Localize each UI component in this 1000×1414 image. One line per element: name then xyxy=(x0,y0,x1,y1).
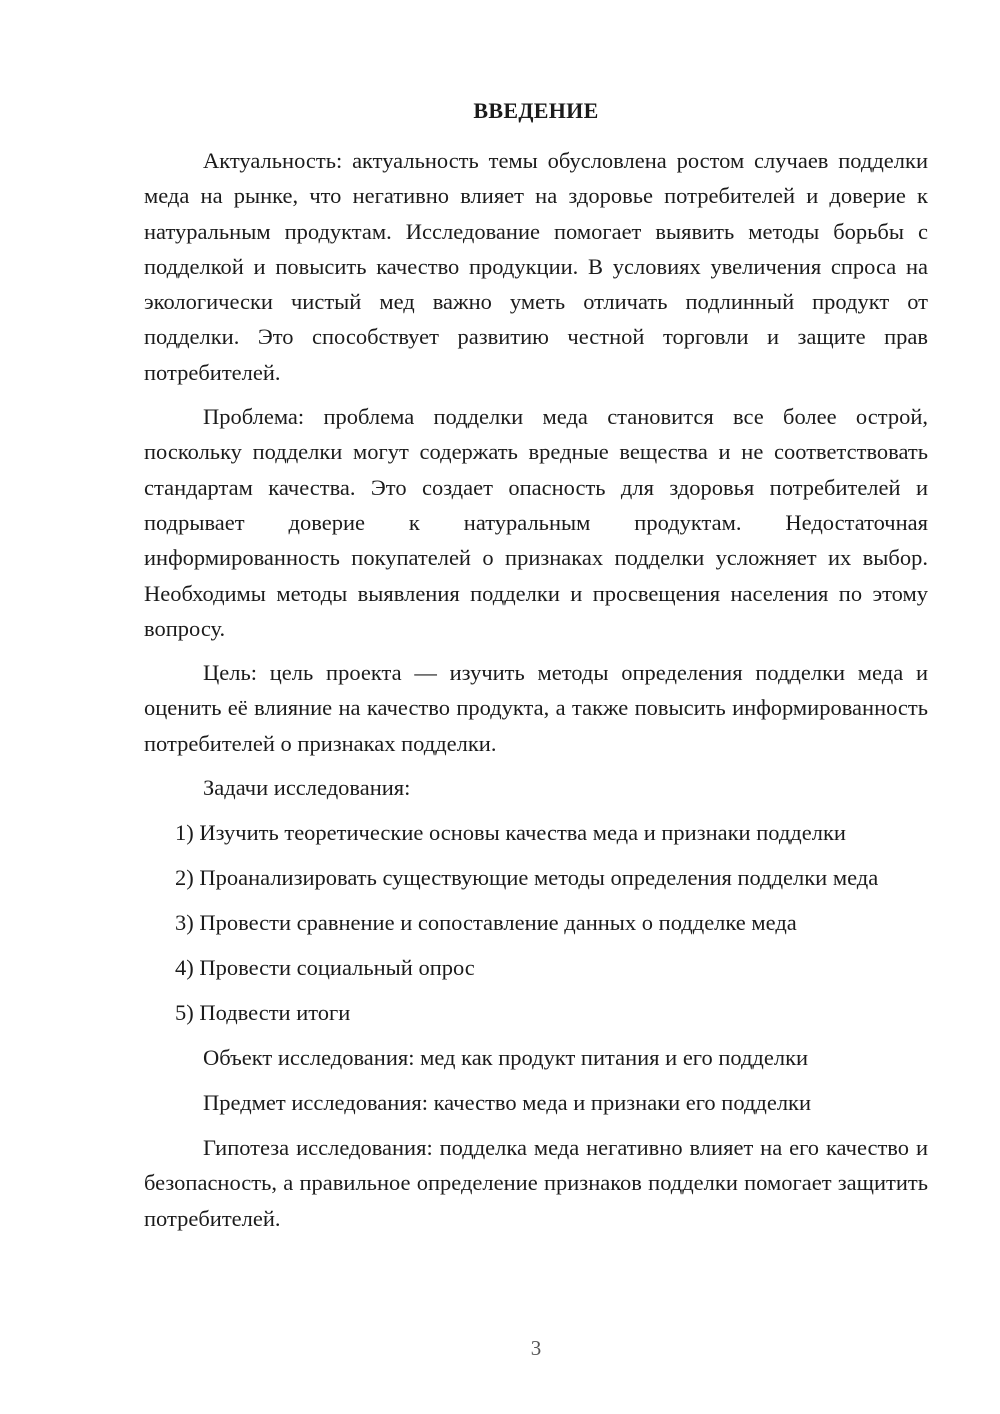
task-item-3: 3) Провести сравнение и сопоставление данных о подделке меда xyxy=(175,910,797,936)
hypothesis-paragraph: Гипотеза исследования: подделка меда негативно влияет на его качество и безопасность, а правильное определение признаков подделки помогает защитить потребителей. xyxy=(144,1135,928,1231)
problem-paragraph: Проблема: проблема подделки меда становится все более острой, поскольку подделки могут содержать вредные вещества и не соответствовать стандартам качества. Это создает опасность для здоровья потребителей и подрывает доверие к натуральным продуктам. Недостаточная информированность покупателей о признаках подделки усложняет их выбор. Необходимы методы выявления подделки и просвещения населения по этому вопросу. xyxy=(144,404,928,641)
task-item-2: 2) Проанализировать существующие методы определения подделки меда xyxy=(175,865,879,891)
page-number: 3 xyxy=(530,1336,542,1360)
task-item-5: 5) Подвести итоги xyxy=(175,1000,351,1026)
section-heading: ВВЕДЕНИЕ xyxy=(473,98,599,123)
document-body xyxy=(144,143,928,1236)
tasks-heading: Задачи исследования: xyxy=(203,775,411,801)
relevance-paragraph: Актуальность: актуальность темы обусловлена ростом случаев подделки меда на рынке, что негативно влияет на здоровье потребителей и доверие к натуральным продуктам. Исследование помогает выявить методы борьбы с подделкой и повысить качество продукции. В условиях увеличения спроса на экологически чистый мед важно уметь отличать подлинный продукт от подделки. Это способствует развитию честной торговли и защите прав потребителей. xyxy=(144,148,928,385)
goal-paragraph: Цель: цель проекта — изучить методы определения подделки меда и оценить её влияние на качество продукта, а также повысить информированность потребителей о признаках подделки. xyxy=(144,660,928,756)
object-paragraph: Объект исследования: мед как продукт питания и его подделки xyxy=(203,1045,809,1071)
task-item-4: 4) Провести социальный опрос xyxy=(175,955,475,981)
subject-paragraph: Предмет исследования: качество меда и признаки его подделки xyxy=(203,1090,812,1116)
task-item-1: 1) Изучить теоретические основы качества меда и признаки подделки xyxy=(175,820,846,846)
